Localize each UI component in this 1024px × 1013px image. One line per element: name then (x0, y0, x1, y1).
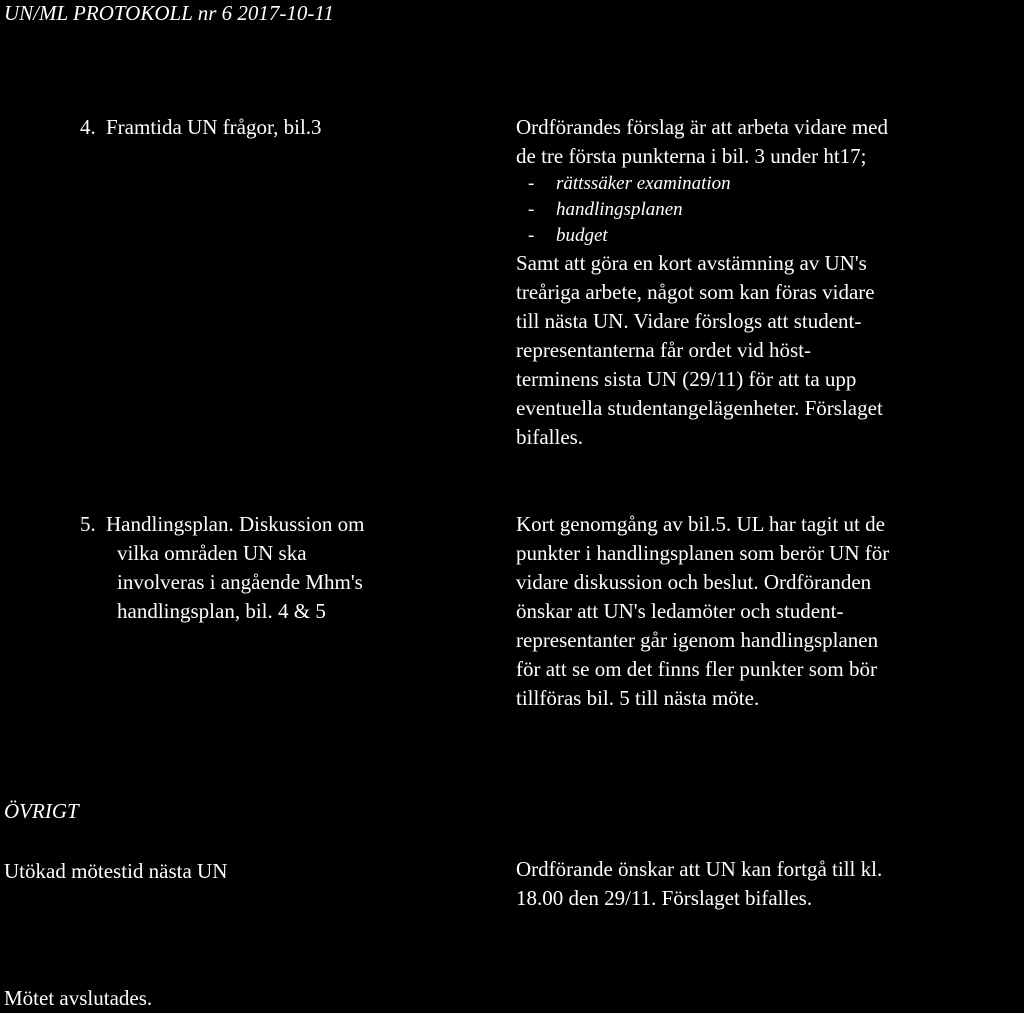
ovrigt-heading: ÖVRIGT (4, 799, 79, 823)
item-5-text-line: punkter i handlingsplanen som berör UN för (516, 541, 890, 565)
item-4-decision (516, 113, 1024, 452)
item-5-text-line: vidare diskussion och beslut. Ordföranden (516, 570, 872, 594)
bullet-item: - budget (528, 225, 608, 246)
item-5-title-line: Handlingsplan. Diskussion om (106, 512, 365, 536)
ovrigt-text-line: 18.00 den 29/11. Förslaget bifalles. (516, 886, 813, 910)
bullet-item: - handlingsplanen (528, 199, 683, 220)
item-5-title-line: handlingsplan, bil. 4 & 5 (117, 599, 326, 623)
item-4-text-line: treåriga arbete, något som kan föras vidare (516, 280, 875, 304)
bullet-item: - rättssäker examination (528, 173, 731, 194)
item-4-bullet-list (516, 171, 1024, 249)
item-4-number: 4. (80, 115, 96, 139)
item-4-text-line: Ordförandes förslag är att arbeta vidare med (516, 115, 888, 139)
ovrigt-topic: Utökad mötestid nästa UN (4, 859, 228, 883)
item-4-title: Framtida UN frågor, bil.3 (106, 115, 322, 139)
item-5-title-line: involveras i angående Mhm's (117, 570, 363, 594)
ovrigt-text-line: Ordförande önskar att UN kan fortgå till kl. (516, 857, 883, 881)
item-4-text-line: terminens sista UN (29/11) för att ta upp (516, 367, 857, 391)
item-5-text-line: tillföras bil. 5 till nästa möte. (516, 686, 760, 710)
item-4-text-line: bifalles. (516, 425, 584, 449)
item-5-number: 5. (80, 512, 96, 536)
item-4-text-line: de tre första punkterna i bil. 3 under ht17; (516, 144, 867, 168)
item-5-decision (516, 510, 1024, 713)
closing-text: Mötet avslutades. (4, 986, 153, 1010)
item-4-text-line: eventuella studentangelägenheter. Förslaget (516, 396, 883, 420)
item-5-topic (80, 510, 480, 626)
item-4-text-line: Samt att göra en kort avstämning av UN's (516, 251, 867, 275)
item-5-title-line: vilka områden UN ska (117, 541, 307, 565)
item-5-text-line: för att se om det finns fler punkter som bör (516, 657, 877, 681)
item-5-text-line: önskar att UN's ledamöter och student- (516, 599, 844, 623)
item-5-text-line: Kort genomgång av bil.5. UL har tagit ut de (516, 512, 885, 536)
document-header: UN/ML PROTOKOLL nr 6 2017-10-11 (4, 1, 334, 25)
item-4-text-line: till nästa UN. Vidare förslogs att student- (516, 309, 862, 333)
item-4-topic (80, 113, 480, 142)
item-5-text-line: representanter går igenom handlingsplanen (516, 628, 879, 652)
item-4-text-line: representanterna får ordet vid höst- (516, 338, 812, 362)
ovrigt-decision (516, 855, 1024, 913)
